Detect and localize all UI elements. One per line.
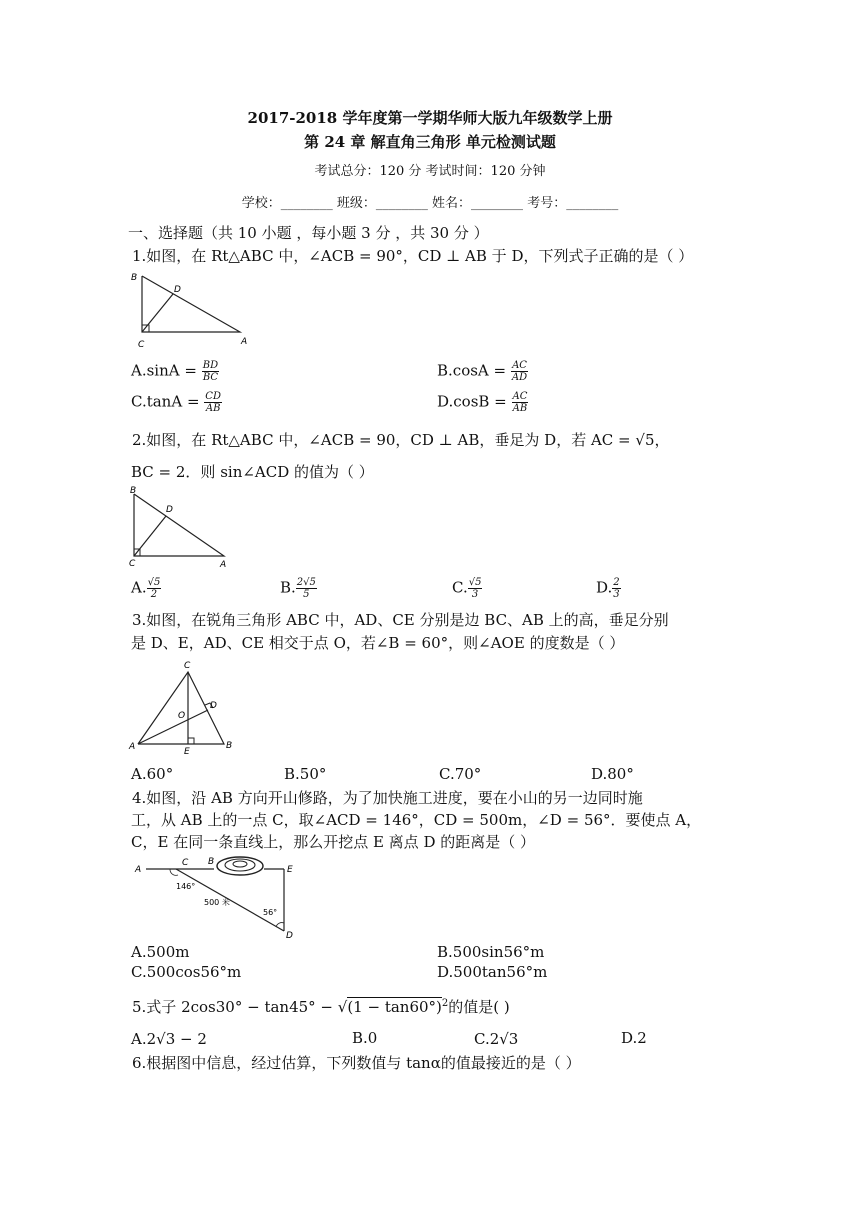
question-4-stem-line3: C，E 在同一条直线上，那么开挖点 E 离点 D 的距离是（ ）: [131, 833, 536, 851]
q1-option-d: D.cosB = $\frac{AC}{AB}$: [437, 391, 528, 414]
q2-option-a: A. $\frac{√5}{2}$: [131, 577, 161, 600]
q4-label-D: D: [286, 931, 293, 941]
q2-label-B: B: [130, 486, 137, 496]
q2-option-b: B. $\frac{2√5}{5}$: [280, 577, 316, 600]
q3-option-d: D.80°: [591, 765, 634, 783]
q3-option-c: C.70°: [439, 765, 482, 783]
q4-angle-56: 56°: [263, 908, 278, 917]
q2-label-A: A: [220, 560, 227, 570]
q4-label-C: C: [182, 858, 189, 868]
q1-triangle-figure: [128, 268, 254, 350]
q2-label-C: C: [129, 559, 136, 569]
question-4-stem-line2: 工，从 AB 上的一点 C，取∠ACD = 146°，CD = 500m，∠D = 56°．要使点 A，: [131, 811, 702, 829]
q2-label-D: D: [166, 505, 173, 515]
question-2-stem-line1: 2.如图，在 Rt△ABC 中，∠ACB = 90，CD ⊥ AB，垂足为 D，若 AC = √5，: [132, 431, 670, 449]
q4-road-figure: [130, 853, 302, 943]
q3-label-B: B: [226, 741, 233, 751]
q4-option-c: C.500cos56°m: [131, 963, 242, 981]
q3-label-E: E: [184, 747, 190, 756]
q5-option-c: C.2√3: [474, 1030, 519, 1048]
paper-subtitle: 第 24 章 解直角三角形 单元检测试题: [304, 133, 556, 151]
q3-label-O: O: [178, 711, 186, 721]
q5-option-d: D.2: [621, 1029, 647, 1047]
question-1-stem: 1.如图，在 Rt△ABC 中，∠ACB = 90°，CD ⊥ AB 于 D，下列式子正确的是（ ）: [132, 247, 694, 265]
q1-option-c: C.tanA = $\frac{CD}{AB}$: [131, 391, 221, 414]
q3-option-a: A.60°: [131, 765, 174, 783]
q1-label-A: A: [241, 337, 248, 347]
exam-info: 考试总分：120 分 考试时间：120 分钟: [314, 164, 546, 179]
q4-option-d: D.500tan56°m: [437, 963, 548, 981]
paper-title: 2017-2018 学年度第一学期华师大版九年级数学上册: [247, 109, 613, 127]
section-heading: 一、选择题（共 10 小题 ，每小题 3 分 ，共 30 分 ）: [128, 224, 489, 242]
q1-label-D: D: [174, 285, 181, 295]
question-2-stem-line2: BC = 2．则 sin∠ACD 的值为（ ）: [131, 463, 374, 481]
q5-option-b: B.0: [352, 1029, 378, 1047]
q1-label-B: B: [131, 273, 138, 283]
q3-option-b: B.50°: [284, 765, 327, 783]
q4-angle-146: 146°: [176, 882, 196, 891]
q4-option-b: B.500sin56°m: [437, 943, 545, 961]
q2-option-c: C. $\frac{√5}{3}$: [452, 577, 482, 600]
q5-option-a: A.2√3 − 2: [131, 1030, 207, 1048]
q2-option-d: D. $\frac{2}{3}$: [596, 577, 620, 600]
q3-triangle-figure: [126, 656, 244, 756]
q4-length-500: 500 米: [204, 898, 230, 907]
question-4-stem-line1: 4.如图，沿 AB 方向开山修路，为了加快施工进度，要在小山的另一边同时施: [132, 789, 643, 807]
student-info: 学校：________ 班级：________ 姓名：________ 考号：________: [241, 196, 619, 211]
q4-label-E: E: [287, 865, 293, 875]
q1-label-C: C: [138, 340, 145, 350]
q3-label-D: D: [210, 701, 217, 711]
q4-option-a: A.500m: [131, 943, 190, 961]
q3-label-C: C: [184, 661, 191, 671]
q4-label-A: A: [135, 865, 142, 875]
q1-option-b: B.cosA = $\frac{AC}{AD}$: [437, 360, 528, 383]
question-3-stem-line2: 是 D、E，AD、CE 相交于点 O，若∠B = 60°，则∠AOE 的度数是（ ）: [131, 634, 625, 652]
question-5-stem: 5.式子 $2\cos 30^\circ - \tan 45^\circ - √(1 - \tan 60^\circ)^2$的值是( ): [132, 998, 510, 1016]
question-3-stem-line1: 3.如图，在锐角三角形 ABC 中，AD、CE 分别是边 BC、AB 上的高，垂足分别: [132, 611, 669, 629]
q1-option-a: A.sinA = $\frac{BD}{BC}$: [131, 360, 219, 383]
q4-label-B: B: [208, 857, 215, 867]
q2-triangle-figure: [128, 484, 238, 570]
q3-label-A: A: [129, 742, 136, 752]
question-6-stem: 6.根据图中信息，经过估算，下列数值与 tanα的值最接近的是（ ）: [132, 1054, 581, 1072]
